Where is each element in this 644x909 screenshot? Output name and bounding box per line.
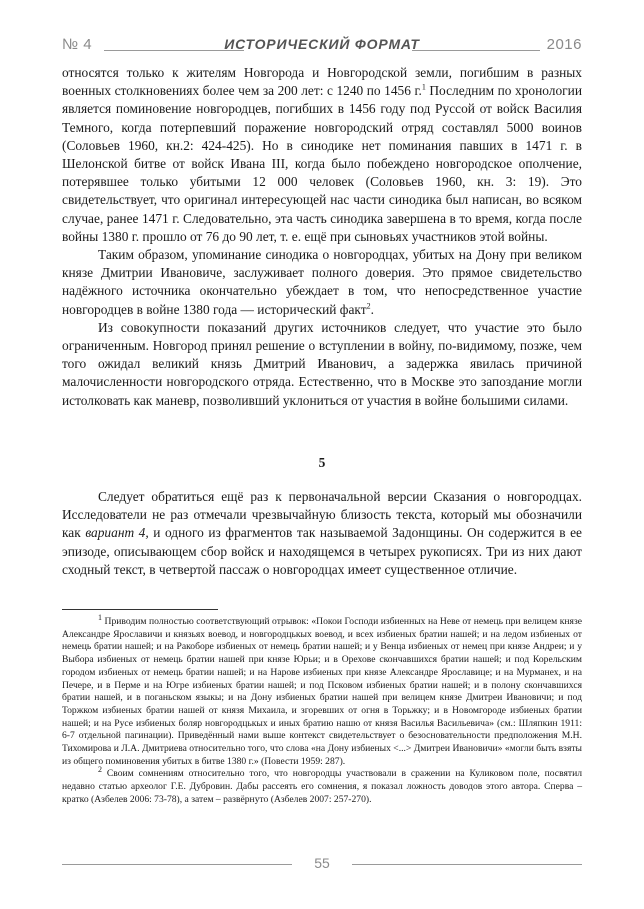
paragraph-text: Последним по хронологии является поминовение новгородцев, погибших в 1456 году под Руссой от войск Василия Темного, когда потерпевший поражение новгородский отряд составлял 5000 воинов (Соловьев 1960, кн.2: 424-425). Но в синодике нет поминания павших в 1471 г. в Шелонской битве от войск Ивана III, когда было побеждено новгородское ополчение, потерявшее только убитыми 12 000 человек (Соловьев 1960, кн. 3: 19). Это свидетельствует, что оригинал интересующей нас части синодика был написан, во всяком случае, ранее 1471 г. Следовательно, эта часть синодика завершена в то время, когда после войны 1380 г. прошло от 76 до 90 лет, т. е. ещё при сыновьях участников этой войны. xyxy=(62,83,582,244)
footnote xyxy=(62,612,582,768)
paragraph-text: и одного из фрагментов так называемой Задонщины. Он содержится в ее эпизоде, описывающем сбор войск и находящемся в четырех рукописях. Три из них дают сходный текст, в четвертой пассаж о новгородцах имеет существенное отличие. xyxy=(62,525,582,577)
paragraph-text: Следует обратиться ещё раз к первоначальной версии Сказания о новгородцах. Исследователи не раз отмечали чрезвычайную близость текста, который мы обозначили как xyxy=(62,489,582,541)
issue-year: 2016 xyxy=(546,36,582,53)
page-header xyxy=(62,36,582,56)
footnotes xyxy=(62,612,582,807)
footnote-ref[interactable]: 2 xyxy=(366,301,371,311)
footer-rule-right xyxy=(352,864,582,865)
paragraph xyxy=(62,319,582,410)
section-text xyxy=(62,488,582,579)
footnote-ref[interactable]: 1 xyxy=(421,82,426,92)
footnote-text: Приводим полностью соответствующий отрывок: «Покои Господи избиенных на Неве от немець при велицем князе Александре Ярославичи и князьях воевод, и новгородцькых воевод, и всех избиеных братии нашей; и на ледом избиеных от немець братии нашей; и на Ракоборе избиеных от немець братии нашей; и у Венца избиеных от немец при князе Андреи; и у Выбора избиеных от немець братии нашей при князе Юрьи; и в Орехове скончавшихся братии нашей; и под Корельским городом избиеных от немець братии нашей; и на Нарове избиеных при князе Александре Ярославице; и на Мурманех, и на Печере, и в Перме и на Югре избиеных братии нашей; и под Псковом избиеных братии нашей; и в полону скончавшихся братии нашей, и в поганьском языкы; и на Дону избиеных братии нашей при велицем князе Дмитреи Ивановичи; и под Торжком избиеных братии нашей от князя Михаила, и згоревших от огня в Торьжку; и в Новомгороде избиеных братии нашей; и на Русе избиеных боляр новгородцькых и иных братию нашю от князя Василья Васильевича» (см.: Шляпкин 1911: 6-7 отдельной пагинации). Приведённый нами выше контекст свидетельствует о безосновательности предположения М.Н. Тихомирова и Л.А. Дмитриева относительно того, что слова «на Дону избиеных <...> Дмитреи Ивановичи» «могли быть взяты из общего поминовения убитых в битве 1380 г.» (Повести 1959: 287). xyxy=(62,616,582,767)
paragraph xyxy=(62,64,582,246)
footnote-number: 2 xyxy=(98,765,102,775)
paragraph xyxy=(62,246,582,319)
issue-number: № 4 xyxy=(62,36,93,53)
paragraph-text: . xyxy=(370,301,374,317)
footnote-separator xyxy=(62,609,218,610)
header-rule-right xyxy=(412,50,540,51)
main-text xyxy=(62,64,582,410)
section-number: 5 xyxy=(318,455,326,470)
paragraph-text: Из совокупности показаний других источников следует, что участие это было ограниченным. Новгород принял решение о вступлении в войну, по-видимому, позже, чем того ожидал великий князь Дмитрий Иванович, а задержка явилась причиной малочисленности новгородского отряда. Естественно, что в Москве это запоздание могли истолковать как маневр, позволивший уклониться от участия в войне большими силами. xyxy=(62,319,582,408)
paragraph-text: относятся только к жителям Новгорода и Новгородской земли, погибшим в разных военных столкновениях более чем за 200 лет: с 1240 по 1456 г. xyxy=(62,65,582,99)
footnote-text: Своим сомнениям относительно того, что новгородцы участвовали в сражении на Куликовом поле, посвятил недавно статью археолог Г.Е. Дубровин. Дабы рассеять его сомнения, я показал ложность доводов этого автора. Сперва – кратко (Азбелев 2006: 73-78), а затем – развёрнуто (Азбелев 2007: 257-270). xyxy=(62,768,582,805)
journal-title: ИСТОРИЧЕСКИЙ ФОРМАТ xyxy=(224,36,420,52)
page-number: 55 xyxy=(314,855,330,871)
footnote xyxy=(62,765,582,806)
paragraph xyxy=(62,488,582,579)
page-footer xyxy=(62,855,582,873)
italic-term: вариант 4, xyxy=(85,525,149,541)
paragraph-text: Таким образом, упоминание синодика о новгородцах, убитых на Дону при великом князе Дмитрии Ивановиче, заслуживает полного доверия. Это прямое свидетельство надёжного источника окончательно убеждает в том, что непосредственное участие новгородцев в войне 1380 года — исторический факт xyxy=(62,247,582,317)
footnote-number: 1 xyxy=(98,612,102,622)
